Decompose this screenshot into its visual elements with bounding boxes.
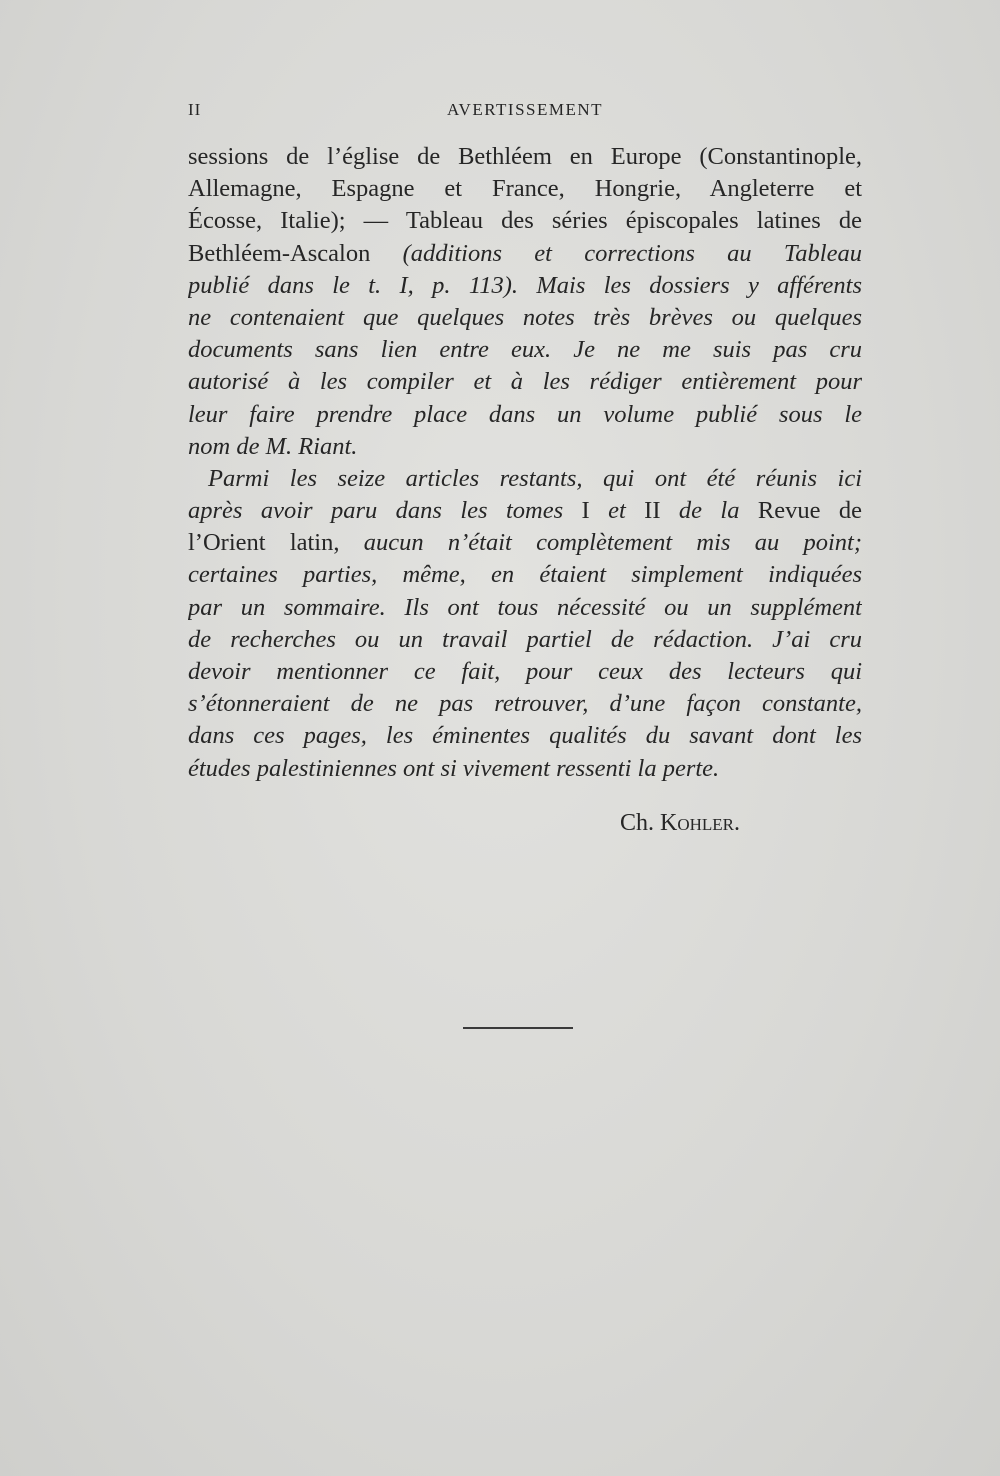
text-run: l’Orient latin, — [188, 529, 364, 557]
signature-suffix: . — [734, 810, 741, 836]
text-line: dans ces pages, les éminentes qualités du savant dont les — [188, 722, 862, 750]
text-line: Parmi les seize articles restants, qui ont été réunis ici — [208, 464, 862, 492]
text-run: Bethléem-Ascalon — [188, 239, 403, 267]
text-run: aucun n’était complètement mis au point; — [363, 529, 862, 557]
text-run: (additions et corrections au Tableau — [402, 239, 862, 267]
text-line — [188, 495, 862, 527]
signature-prefix: Ch. — [620, 810, 661, 836]
text-line: par un sommaire. Ils ont tous nécessité ou un supplément — [188, 593, 862, 621]
text-line: sessions de l’église de Bethléem en Europe (Constantinople, — [188, 143, 862, 170]
text-line: certaines parties, même, en étaient simplement indiquées — [188, 561, 862, 589]
text-run: après avoir paru dans les tomes — [188, 497, 582, 525]
running-head — [188, 100, 862, 124]
signature — [620, 810, 740, 837]
text-line: de recherches ou un travail partiel de rédaction. J’ai cru — [188, 625, 862, 653]
text-line: documents sans lien entre eux. Je ne me suis pas cru — [188, 336, 862, 364]
text-run: et — [589, 497, 645, 525]
text-line: Allemagne, Espagne et France, Hongrie, Angleterre et — [188, 175, 862, 203]
text-line: devoir mentionner ce fait, pour ceux des lecteurs qui — [188, 658, 862, 685]
running-title: AVERTISSEMENT — [446, 100, 604, 119]
text-line: études palestiniennes ont si vivement ressenti la perte. — [188, 754, 720, 782]
text-line: ne contenaient que quelques notes très brèves ou quelques — [188, 303, 862, 331]
text-run: de la — [660, 497, 758, 525]
section-divider — [463, 1027, 573, 1029]
text-line — [188, 527, 862, 559]
text-line: autorisé à les compiler et à les rédiger entièrement pour — [188, 368, 862, 396]
text-line: leur faire prendre place dans un volume publié sous le — [188, 400, 862, 428]
body-text — [188, 141, 862, 785]
signature-name: Kohler — [660, 810, 735, 836]
text-line — [188, 238, 862, 270]
text-run: I — [581, 497, 590, 525]
page-number: II — [188, 100, 202, 119]
text-line: publié dans le t. I, p. 113). Mais les dossiers y afférents — [188, 271, 862, 299]
text-run: II — [644, 497, 661, 525]
text-line: nom de M. Riant. — [188, 432, 358, 460]
text-run: Revue de — [757, 497, 862, 525]
text-line: s’étonneraient de ne pas retrouver, d’une façon constante, — [188, 690, 862, 718]
text-line: Écosse, Italie); — Tableau des séries épiscopales latines de — [188, 207, 862, 235]
